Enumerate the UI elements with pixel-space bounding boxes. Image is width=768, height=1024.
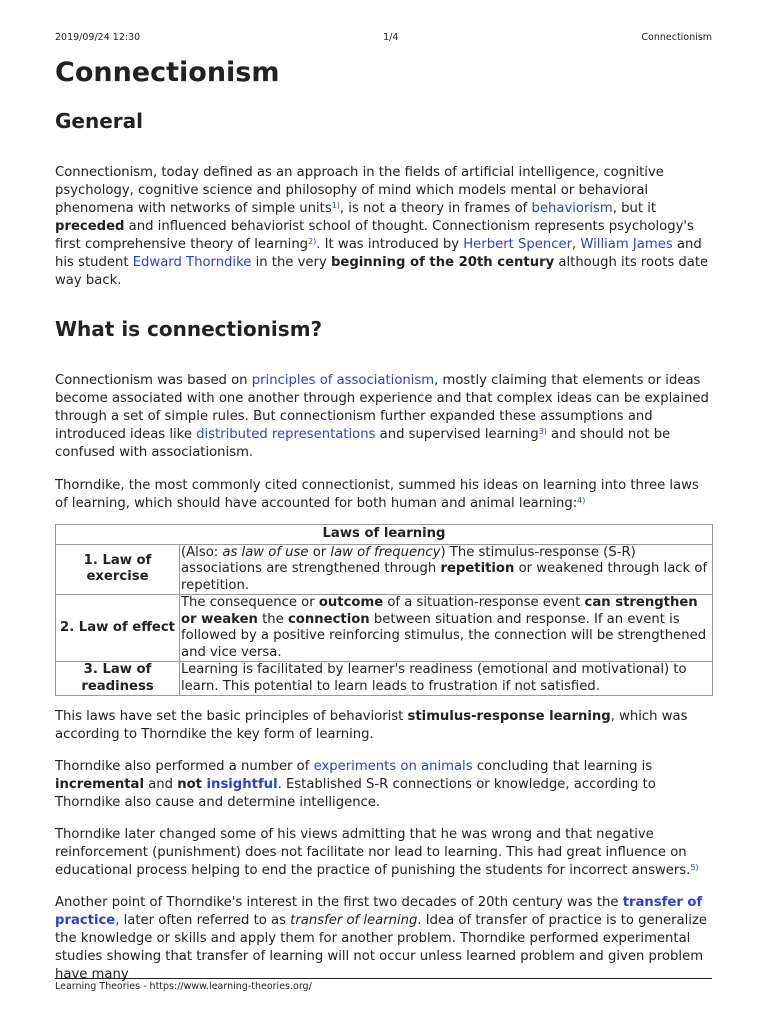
text: Thorndike later changed some of his views admitting that he was wrong and that negative reinforcement (punishment) does not facilitate nor lead to learning. This had great influence on educational process helping to end the practice of punishing the students for incorrect answers. xyxy=(55,827,691,878)
text: in the very xyxy=(251,255,331,270)
text: Connectionism was based on xyxy=(55,373,252,388)
bold-text: connection xyxy=(287,611,370,627)
italic-text: as law of use xyxy=(222,544,309,560)
header-date: 2019/09/24 12:30 xyxy=(55,32,141,43)
inline-link[interactable]: distributed representations xyxy=(196,427,376,442)
paragraph xyxy=(55,894,712,984)
inline-link[interactable]: behaviorism xyxy=(531,201,613,216)
footnote-ref-link[interactable]: 5) xyxy=(690,863,699,872)
text: of a situation-response event xyxy=(383,595,585,610)
text: and his student xyxy=(55,237,702,270)
text: . Established S-R connections or knowledge, according to Thorndike also cause and determine intelligence. xyxy=(55,777,656,810)
law-name: 3. Law of readiness xyxy=(56,662,180,696)
bold-text: repetition xyxy=(440,561,515,576)
text: , mostly claiming that elements or ideas become associated with one another through experience and that complex ideas can be explained through a set of simple rules. But connectionism further expanded these assumptions and introduced ideas like xyxy=(55,373,709,442)
text: , later often referred to as xyxy=(115,913,291,928)
text: , which was according to Thorndike the key form of learning. xyxy=(55,709,688,742)
text: The consequence or xyxy=(181,595,319,610)
text: (Also: xyxy=(181,544,223,560)
document-body xyxy=(55,56,712,998)
text: Thorndike also performed a number of xyxy=(55,759,314,774)
italic-text: transfer of learning xyxy=(290,913,418,928)
inline-link[interactable]: Edward Thorndike xyxy=(132,255,252,270)
inline-link[interactable]: experiments on animals xyxy=(313,759,473,774)
text: . Idea of transfer of practice is to generalize the knowledge or skills and apply them for another problem. Thorndike performed experimental studies showing that transfer of learning will not occur unless learned problem and given problem have many xyxy=(55,913,707,982)
footnote-ref-link[interactable]: 2) xyxy=(308,237,317,246)
bold-text: preceded xyxy=(55,219,125,234)
paragraph xyxy=(55,826,712,880)
page-header xyxy=(55,32,712,43)
text: , is not a theory in frames of xyxy=(339,201,532,216)
text: or weakened through lack of repetition. xyxy=(181,561,708,593)
inline-link[interactable]: insightful xyxy=(206,777,278,792)
table-row xyxy=(56,544,713,595)
footnote-ref-link[interactable]: 1) xyxy=(331,201,340,210)
text: although its roots date way back. xyxy=(55,255,709,288)
header-page-number: 1/4 xyxy=(383,32,399,43)
bold-text: not xyxy=(177,777,207,792)
footnote-ref-link[interactable]: 4) xyxy=(577,496,586,505)
text: or xyxy=(308,544,331,560)
page-footer: Learning Theories - https://www.learning-theories.org/ xyxy=(55,978,712,992)
text: concluding that learning is xyxy=(472,759,653,774)
text: and influenced behaviorist school of thought. Connectionism represents psychology's first comprehensive theory of learning xyxy=(55,219,694,252)
text: Connectionism, today defined as an approach in the fields of artificial intelligence, cognitive psychology, cognitive science and philosophy of mind which models mental or behavioral phenomena with networks of simple units xyxy=(55,165,664,216)
text: . It was introduced by xyxy=(316,237,464,252)
text: ) The stimulus-response (S-R) associations are strengthened through xyxy=(181,544,636,576)
inline-link[interactable]: transfer of practice xyxy=(55,895,703,928)
law-description xyxy=(180,595,713,662)
text: This laws have set the basic principles of behaviorist xyxy=(55,709,408,724)
footnote-ref-link[interactable]: 3) xyxy=(538,427,547,436)
bold-text: can strengthen or weaken xyxy=(181,595,698,627)
table-row xyxy=(56,662,713,696)
bold-text: outcome xyxy=(318,595,384,610)
law-name: 2. Law of effect xyxy=(56,595,180,662)
text: , xyxy=(572,237,581,252)
law-description xyxy=(180,544,713,595)
paragraph xyxy=(55,164,712,290)
bold-text: stimulus-response learning xyxy=(407,709,611,724)
page-title: Connectionism xyxy=(55,57,280,88)
paragraph xyxy=(55,372,712,462)
inline-link[interactable]: William James xyxy=(580,237,673,252)
header-title: Connectionism xyxy=(641,32,712,43)
text: and xyxy=(143,777,178,792)
text: and supervised learning xyxy=(375,427,539,442)
law-name: 1. Law of exercise xyxy=(56,544,180,595)
inline-link[interactable]: principles of associationism xyxy=(251,373,435,388)
table-row xyxy=(56,595,713,662)
paragraph xyxy=(55,758,712,812)
inline-link[interactable]: Herbert Spencer xyxy=(463,237,572,252)
text: Another point of Thorndike's interest in the first two decades of 20th century was the xyxy=(55,895,623,910)
bold-text: beginning of the 20th century xyxy=(330,255,555,270)
text: , but it xyxy=(612,201,657,216)
laws-of-learning-table xyxy=(55,524,713,696)
text: between situation and response. If an event is followed by a positive reinforcing stimulus, the connection will be strengthened and vice versa. xyxy=(181,611,707,660)
paragraph xyxy=(55,477,712,513)
text: Learning is facilitated by learner's readiness (emotional and motivational) to learn. This potential to learn leads to frustration if not satisfied. xyxy=(181,662,687,694)
paragraph xyxy=(55,708,712,744)
text: and should not be confused with associationism. xyxy=(55,427,671,460)
law-description xyxy=(180,662,713,696)
heading-what-is-connectionism: What is connectionism? xyxy=(55,317,323,341)
bold-text: incremental xyxy=(55,777,144,792)
italic-text: law of frequency xyxy=(330,544,441,560)
table-caption: Laws of learning xyxy=(56,525,713,545)
text: Thorndike, the most commonly cited connectionist, summed his ideas on learning into three laws of learning, which should have accounted for both human and animal learning: xyxy=(55,478,699,511)
heading-general: General xyxy=(55,109,143,133)
text: the xyxy=(257,611,288,627)
